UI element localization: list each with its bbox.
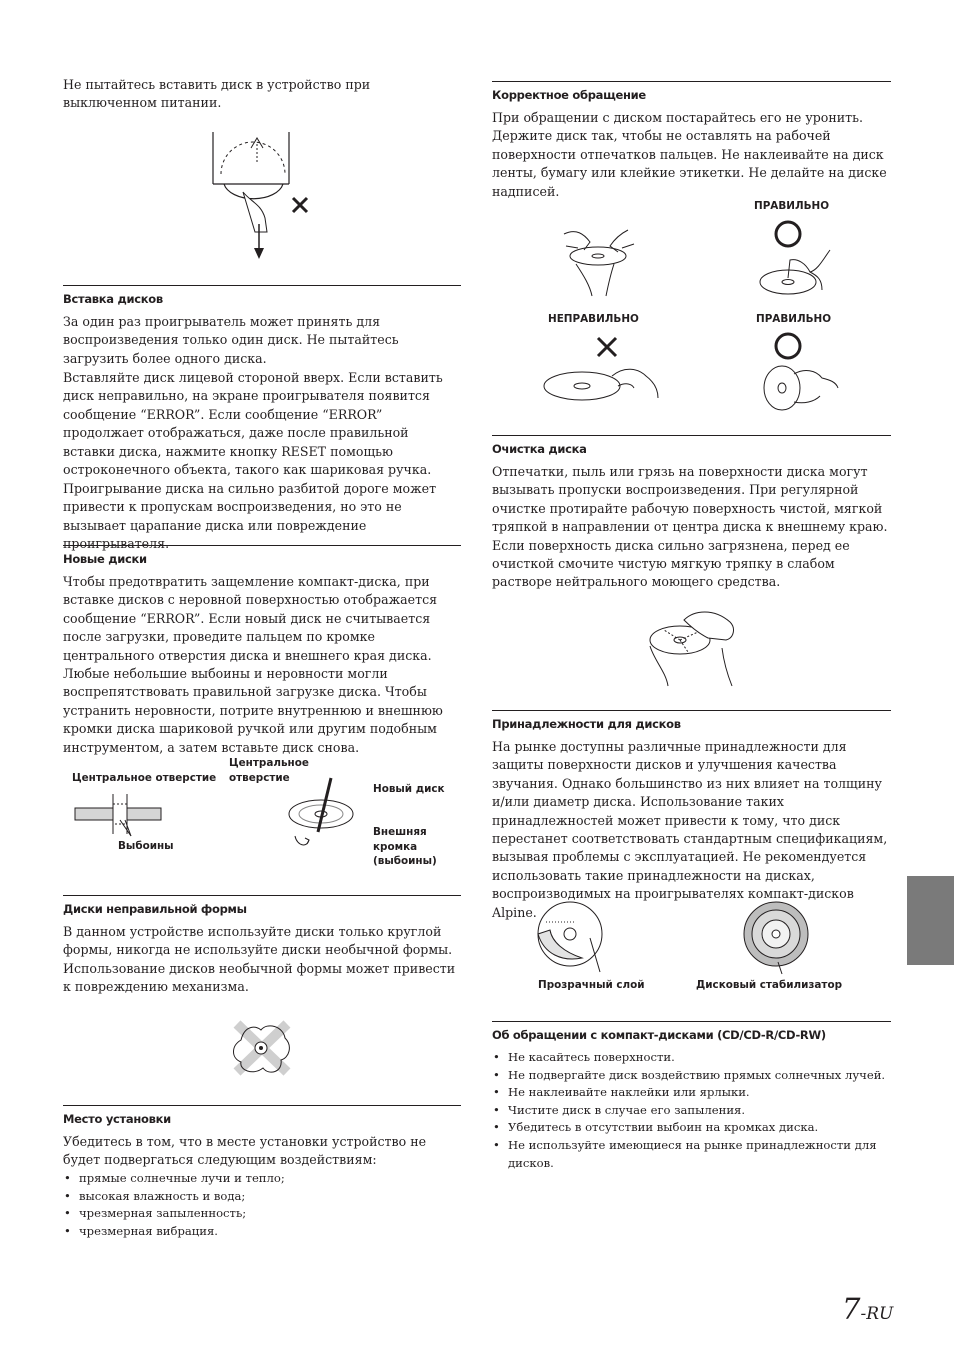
insert-para-1: За один раз проигрыватель может принять для воспроизведения только один диск. Не пытайтесь загрузить более одного диска. [63,314,399,366]
list-item: • Не касайтесь поверхности. [492,1049,891,1067]
label-correct-1: ПРАВИЛЬНО [754,200,830,212]
disc-stabilizer-illustration [742,902,822,974]
list-item: • прямые солнечные лучи и тепло; [63,1170,461,1188]
label-center-hole-2: Центральное отверстие [229,757,309,784]
list-item: • Не подвергайте диск воздействию прямых солнечных лучей. [492,1067,891,1085]
wrong-hold-illustration [542,336,662,404]
label-transparent-layer: Прозрачный слой [538,979,645,991]
cleaning-para: Отпечатки, пыль или грязь на поверхности диска могут вызывать пропуски воспроизведения. При регулярной очистке протирайте рабочую поверхность чистой, мягкой тряпкой в направлении от центра диска к внешнему краю. Если поверхность диска сильно загрязнена, перед ее очисткой смочите чистую мягкую тряпку в слабом растворе нейтрального моющего средства. [492,464,888,590]
correct-hold-2-illustration [758,332,842,414]
list-item: • чрезмерная запыленность; [63,1205,461,1223]
insert-para-3: Проигрывание диска на сильно разбитой дороге может привести к пропускам воспроизведения, но это не вызывает царапание диска или повреждение проигрывателя. [63,481,437,552]
page-number-digit: 7 [842,1292,861,1326]
new-discs-heading: Новые диски [63,552,147,566]
location-list [63,1170,461,1240]
irregular-para: В данном устройстве используйте диски только круглой формы, никогда не используйте диски необычной формы. Использование дисков необычной формы может привести к повреждению механизма. [63,924,456,995]
list-item: • Убедитесь в отсутствии выбоин на кромках диска. [492,1119,891,1137]
location-para: Убедитесь в том, что в месте установки устройство не будет подвергаться следующим воздействиям: [63,1134,427,1168]
label-outer-edge: Внешняя кромка (выбоины) [373,826,437,867]
page-number [842,1292,893,1326]
intro-text: Не пытайтесь вставить диск в устройство при выключенном питании. [63,77,371,111]
correct-hold-1-illustration [758,220,842,300]
accessories-heading: Принадлежности для дисков [492,717,681,731]
label-center-hole: Центральное отверстие [72,772,217,784]
cdr-list [492,1049,891,1172]
list-item: • Не используйте имеющиеся на рынке принадлежности для дисков. [492,1137,891,1172]
list-item: • Чистите диск в случае его запыления. [492,1102,891,1120]
label-wrong: НЕПРАВИЛЬНО [548,313,639,325]
list-item: • чрезмерная вибрация. [63,1223,461,1241]
disc-insertion-illustration [211,132,311,264]
irregular-heading: Диски неправильной формы [63,902,247,916]
irregular-disc-illustration [227,1018,297,1078]
page-number-suffix: -RU [860,1304,894,1324]
new-disc-pen-illustration [285,776,375,860]
list-item: • Не наклеивайте наклейки или ярлыки. [492,1084,891,1102]
section-thumb-tab [907,876,954,965]
list-item: • высокая влажность и вода; [63,1188,461,1206]
cleaning-heading: Очистка диска [492,442,587,456]
handling-heading: Корректное обращение [492,88,646,102]
disc-cross-section-illustration [73,790,163,838]
label-correct-2: ПРАВИЛЬНО [756,313,832,325]
insert-heading: Вставка дисков [63,292,163,306]
disc-cleaning-illustration [644,608,740,688]
label-new-disc: Новый диск [373,783,445,795]
cdr-heading: Об обращении с компакт-дисками (CD/CD-R/CD-RW) [492,1028,826,1042]
accessories-para: На рынке доступны различные принадлежности для защиты поверхности дисков и улучшения качества звучания. Однако большинство из них влияет на толщину и/или диаметр диска. Использование таких принадлежностей может привести к тому, что диск перестанет соответствовать стандартным спецификациям, вызывая проблемы с эксплуатацией. Не рекомендуется использовать такие принадлежности на дисках, воспроизводимых на проигрывателях компакт-дисков Alpine. [492,739,888,920]
transparent-layer-illustration [534,902,614,974]
label-burrs: Выбоины [118,840,174,852]
handling-para: При обращении с диском постарайтесь его не уронить. Держите диск так, чтобы не оставлять на рабочей поверхности отпечатков пальцев. Не наклеивайте на диск ленты, бумагу или клейкие этикетки. Не делайте на диске надписей. [492,110,887,199]
label-disc-stabilizer: Дисковый стабилизатор [696,979,843,991]
new-discs-para: Чтобы предотвратить защемление компакт-диска, при вставке дисков с неровной поверхностью отображается сообщение “ERROR”. Если новый диск не считывается после загрузки, проведите пальцем по кромке центрального отверстия диска и внешнего края диска. Любые небольшие выбоины и неровности могли воспрепятствовать правильной загрузке диска. Чтобы устранить неровности, потрите внутреннюю и внешнюю кромки диска шариковой ручкой или другим подобным инструментом, а затем вставьте диск снова. [63,574,443,755]
insert-para-2: Вставляйте диск лицевой стороной вверх. Если вставить диск неправильно, на экране проигрывателя появится сообщение “ERROR”. Если сообщение “ERROR” продолжает отображаться, даже после правильной вставки диска, нажмите кнопку RESET помощью остроконечного объекта, такого как шариковая ручка. [63,370,443,478]
hands-holding-disc-illustration [562,220,642,298]
location-heading: Место установки [63,1112,171,1126]
